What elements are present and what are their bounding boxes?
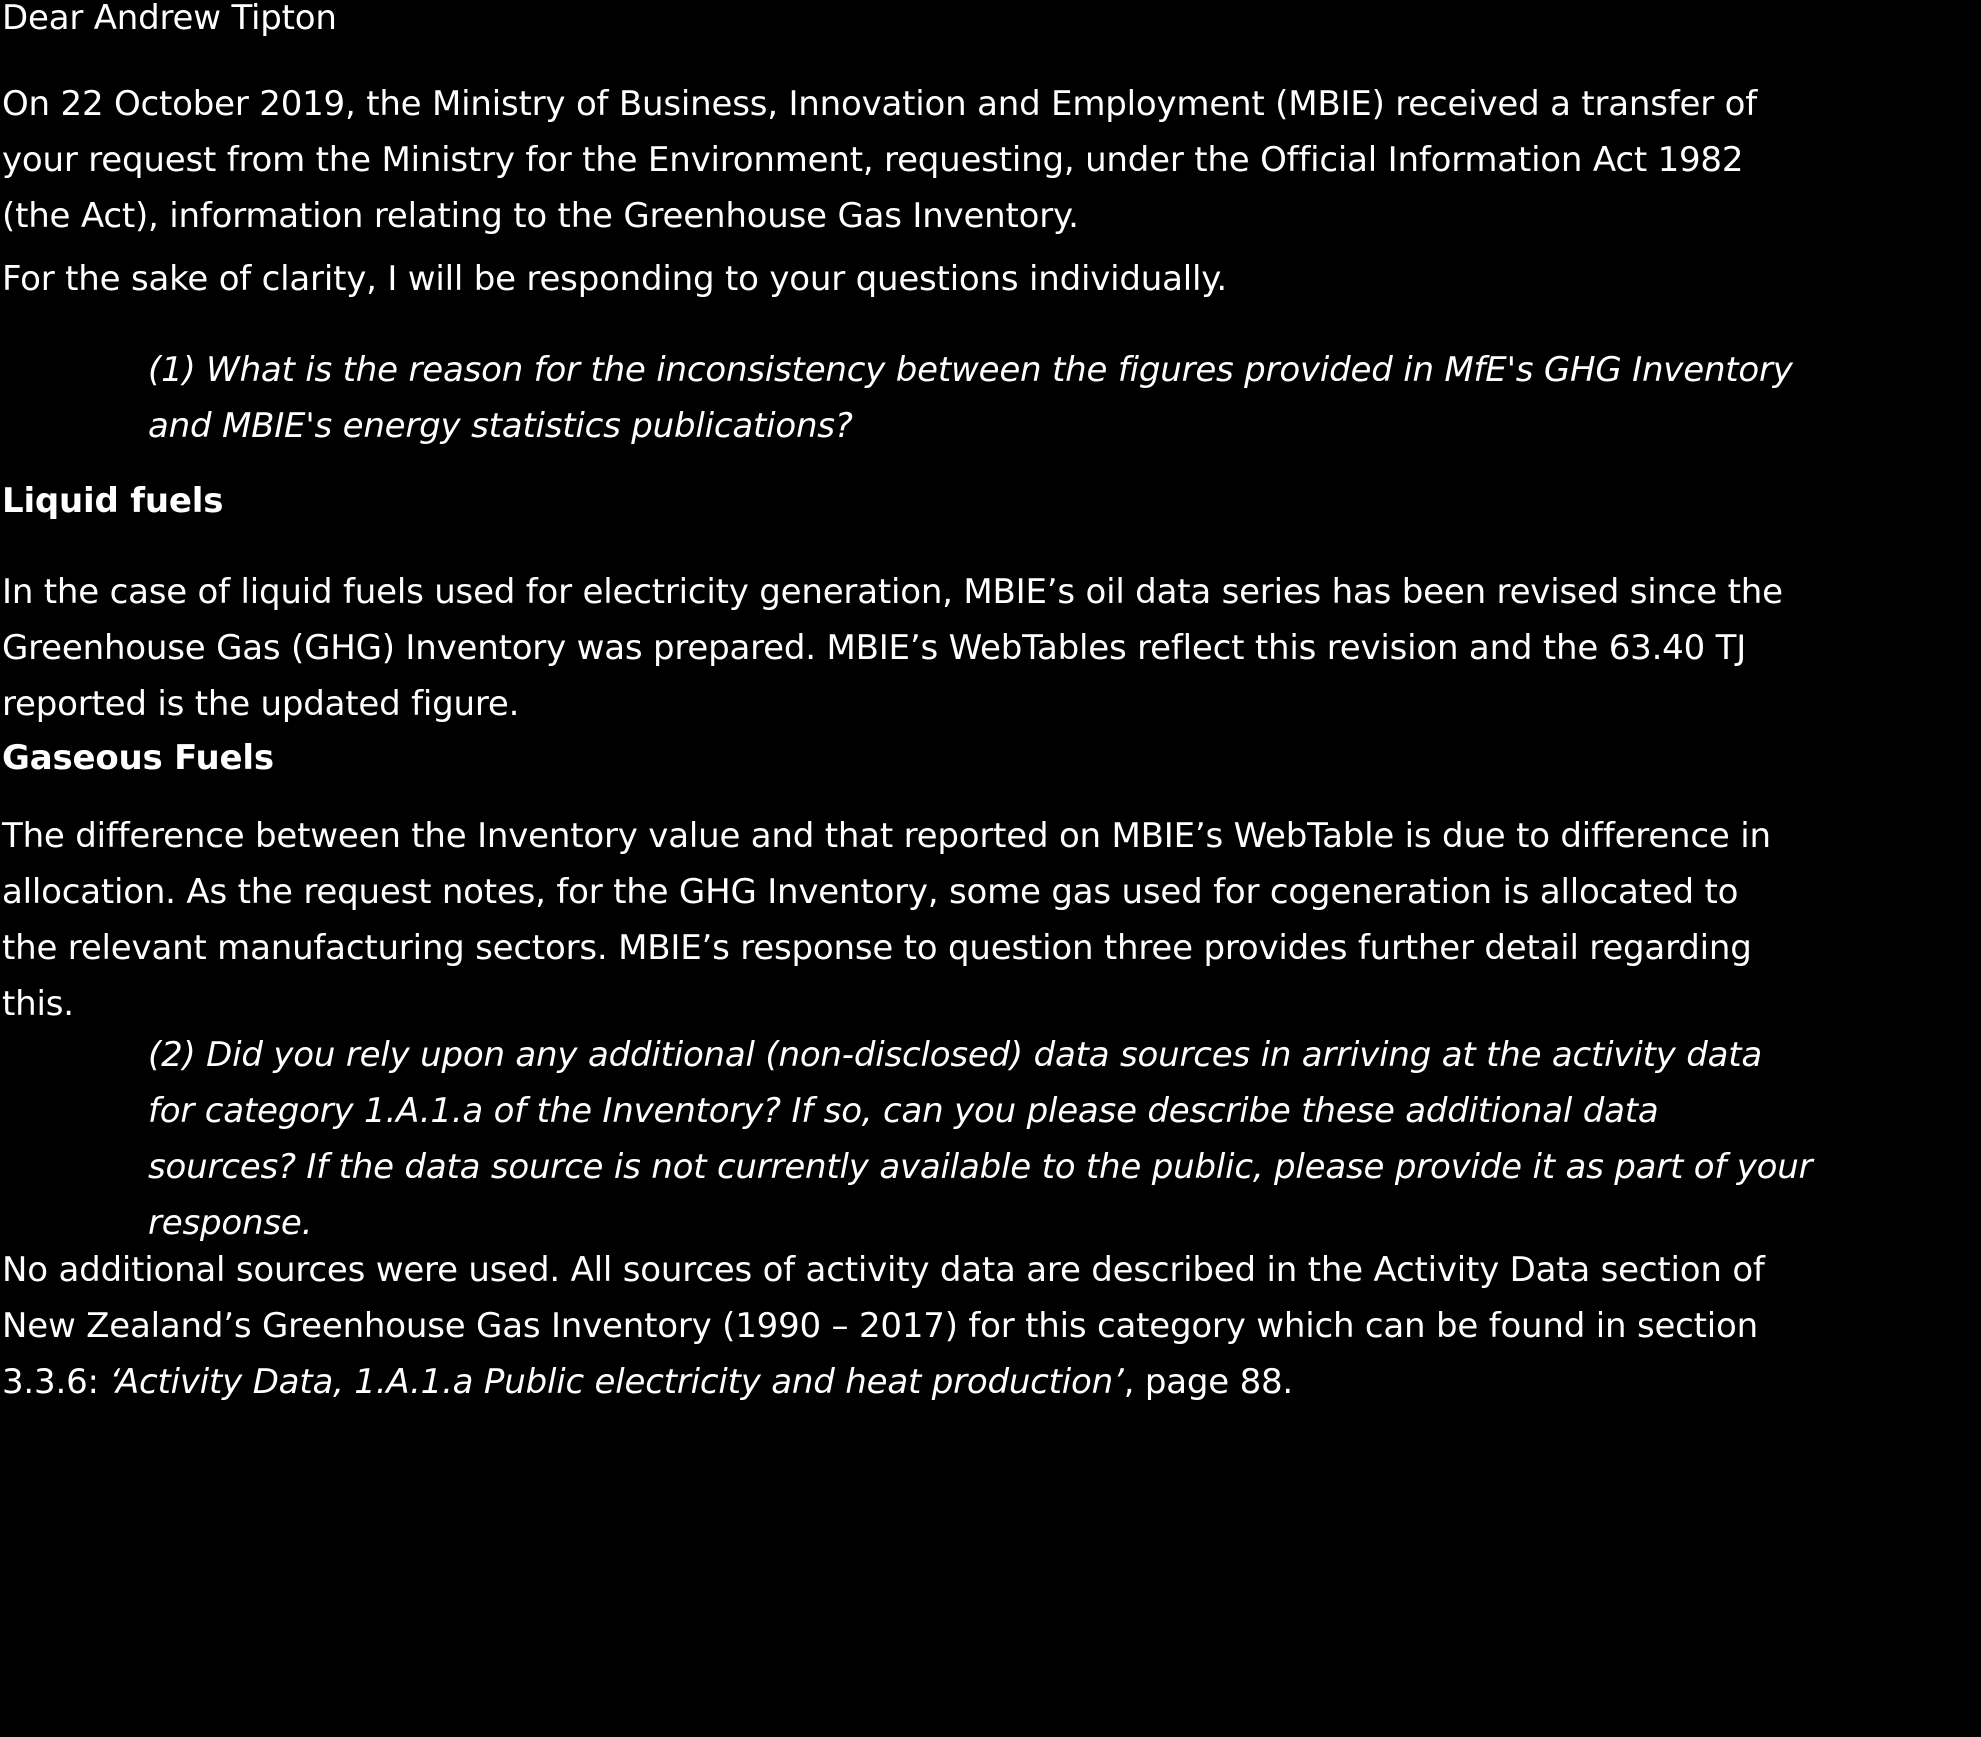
question-2: (2) Did you rely upon any additional (non-disclosed) data sources in arriving at the activity data for category 1.A.1.a of the Inventory? If so, can you please describe these additional data sources? If the data source is not currently available to the public, please provide it as part of your response. [148,1035,1813,1243]
intro-paragraph: On 22 October 2019, the Ministry of Business, Innovation and Employment (MBIE) received a transfer of your request from the Ministry for the Environment, requesting, under the Official Information Act 1982 (the Act), information relating to the Greenhouse Gas Inventory. [2,84,1757,236]
answer-2-main-text: No additional sources were used. All sources of activity data are described in the Activity Data section of New Zealand’s Greenhouse Gas Inventory (1990 – 2017) for this category which can be found in section 3.3.6: [2,1250,1765,1402]
clarity-paragraph: For the sake of clarity, I will be responding to your questions individually. [2,259,1227,299]
salutation: Dear Andrew Tipton [2,0,337,38]
answer-2-italic-reference: ‘Activity Data, 1.A.1.a Public electricity and heat production’ [109,1362,1124,1402]
gaseous-fuels-paragraph: The difference between the Inventory value and that reported on MBIE’s WebTable is due to difference in allocation. As the request notes, for the GHG Inventory, some gas used for cogeneration is allocated to the relevant manufacturing sectors. MBIE’s response to question three provides further detail regarding this. [2,816,1771,1024]
question-1: (1) What is the reason for the inconsistency between the figures provided in MfE's GHG Inventory and MBIE's energy statistics publications? [148,350,1793,446]
heading-liquid-fuels: Liquid fuels [2,481,224,521]
answer-2-page-reference: , page 88. [1123,1362,1294,1402]
heading-gaseous-fuels: Gaseous Fuels [2,738,274,778]
answer-2-paragraph [2,1242,1962,1410]
liquid-fuels-paragraph: In the case of liquid fuels used for electricity generation, MBIE’s oil data series has been revised since the Greenhouse Gas (GHG) Inventory was prepared. MBIE’s WebTables reflect this revision and the 63.40 TJ reported is the updated figure. [2,572,1783,724]
